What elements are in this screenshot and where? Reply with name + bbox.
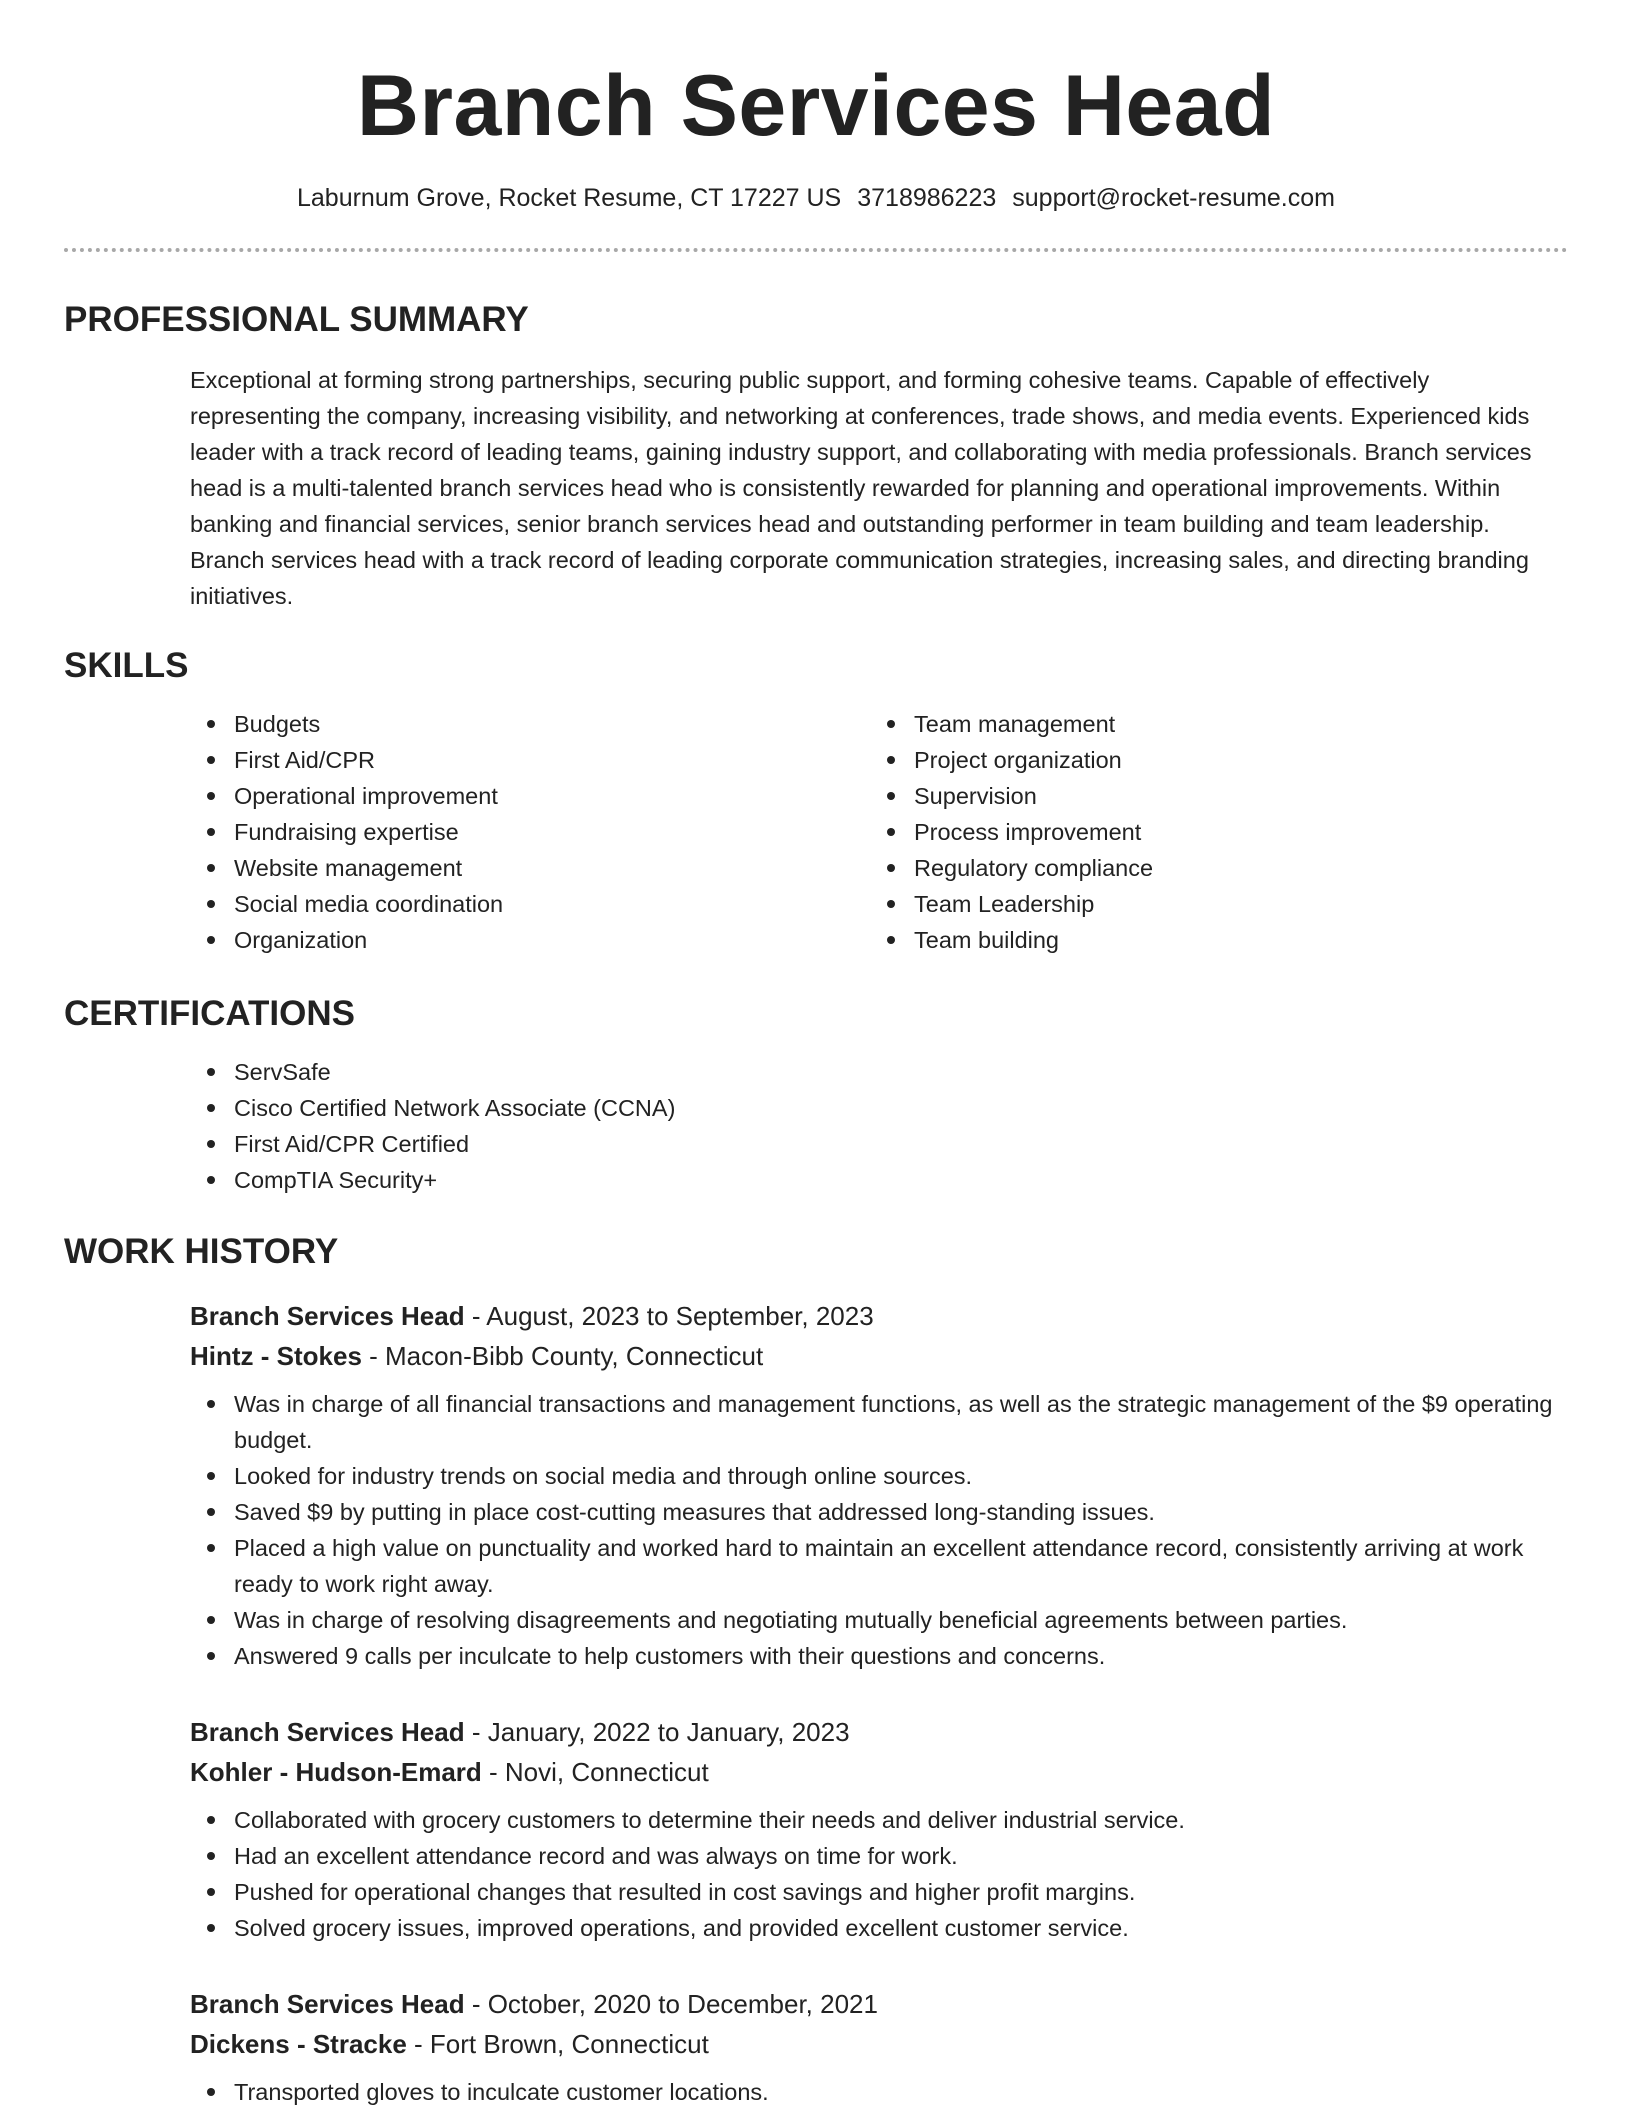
list-item: Supervision (870, 778, 1550, 814)
job-dates: - January, 2022 to January, 2023 (464, 1717, 850, 1747)
list-item: Organization (190, 922, 870, 958)
skills-list-right (870, 706, 1550, 958)
list-item: First Aid/CPR Certified (190, 1126, 1568, 1162)
job-entry (190, 1984, 1568, 2110)
list-item: Collaborated with grocery customers to determine their needs and deliver industrial service. (190, 1802, 1568, 1838)
job-title-line (190, 1984, 1568, 2024)
job-company: Hintz - Stokes (190, 1341, 362, 1371)
job-company: Dickens - Stracke (190, 2029, 407, 2059)
list-item: Regulatory compliance (870, 850, 1550, 886)
work-history-section (64, 1230, 1568, 2110)
resume-page (64, 0, 1568, 2105)
list-item: Was in charge of resolving disagreements and negotiating mutually beneficial agreements between parties. (190, 1602, 1568, 1638)
summary-text: Exceptional at forming strong partnerships, securing public support, and forming cohesive teams. Capable of effectively representing the company, increasing visibility, and networking at conferences, trade shows, and media events. Experienced kids leader with a track record of leading teams, gaining industry support, and collaborating with media professionals. Branch services head is a multi-talented branch services head who is consistently rewarded for planning and operational improvements. Within banking and financial services, senior branch services head and outstanding performer in team building and team leadership. Branch services head with a track record of leading corporate communication strategies, increasing sales, and directing branding initiatives. (190, 367, 1532, 609)
list-item: CompTIA Security+ (190, 1162, 1568, 1198)
certifications-heading: CERTIFICATIONS (64, 994, 356, 1033)
list-item: Pushed for operational changes that resulted in cost savings and higher profit margins. (190, 1874, 1568, 1910)
list-item: Transported gloves to inculcate customer locations. (190, 2074, 1568, 2110)
list-item: Answered 9 calls per inculcate to help customers with their questions and concerns. (190, 1638, 1568, 1674)
job-title: Branch Services Head (190, 1717, 465, 1747)
list-item: Team management (870, 706, 1550, 742)
address: Laburnum Grove, Rocket Resume, CT 17227 US (296, 184, 842, 212)
skills-list-left (190, 706, 870, 958)
contact-line (64, 182, 1568, 214)
list-item: Social media coordination (190, 886, 870, 922)
skills-section (64, 644, 1568, 958)
work-history-heading: WORK HISTORY (64, 1232, 339, 1271)
summary-heading: PROFESSIONAL SUMMARY (64, 300, 529, 339)
job-location: - Macon-Bibb County, Connecticut (361, 1341, 764, 1371)
summary-section (64, 298, 1568, 614)
job-title-line (190, 1296, 1568, 1336)
list-item: Was in charge of all financial transactions and management functions, as well as the strategic management of the $9 operating budget. (190, 1386, 1568, 1458)
job-company-line (190, 1752, 1568, 1792)
list-item: Project organization (870, 742, 1550, 778)
job-company-line (190, 1336, 1568, 1376)
job-title: Branch Services Head (190, 1989, 465, 2019)
list-item: Solved grocery issues, improved operations, and provided excellent customer service. (190, 1910, 1568, 1946)
list-item: Had an excellent attendance record and was always on time for work. (190, 1838, 1568, 1874)
list-item: Process improvement (870, 814, 1550, 850)
list-item: First Aid/CPR (190, 742, 870, 778)
certifications-section (64, 992, 1568, 1198)
list-item: Budgets (190, 706, 870, 742)
list-item: Looked for industry trends on social media and through online sources. (190, 1458, 1568, 1494)
job-entry (190, 1296, 1568, 1674)
list-item: Placed a high value on punctuality and worked hard to maintain an excellent attendance record, consistently arriving at work ready to work right away. (190, 1530, 1568, 1602)
list-item: Team building (870, 922, 1550, 958)
header-divider (64, 248, 1568, 252)
certifications-list (190, 1054, 1568, 1198)
list-item: Team Leadership (870, 886, 1550, 922)
list-item: ServSafe (190, 1054, 1568, 1090)
job-list (64, 1296, 1568, 2110)
job-bullets (190, 1386, 1568, 1674)
job-dates: - October, 2020 to December, 2021 (464, 1989, 878, 2019)
list-item: Operational improvement (190, 778, 870, 814)
job-location: - Fort Brown, Connecticut (406, 2029, 709, 2059)
job-bullets (190, 2074, 1568, 2110)
list-item: Fundraising expertise (190, 814, 870, 850)
job-company-line (190, 2024, 1568, 2064)
job-dates: - August, 2023 to September, 2023 (464, 1301, 874, 1331)
job-entry (190, 1712, 1568, 1946)
list-item: Cisco Certified Network Associate (CCNA) (190, 1090, 1568, 1126)
skills-columns (190, 706, 1568, 958)
list-item: Saved $9 by putting in place cost-cutting measures that addressed long-standing issues. (190, 1494, 1568, 1530)
job-title: Branch Services Head (190, 1301, 465, 1331)
list-item: Website management (190, 850, 870, 886)
job-location: - Novi, Connecticut (481, 1757, 709, 1787)
phone: 3718986223 (857, 184, 997, 212)
skills-heading: SKILLS (64, 646, 189, 685)
candidate-name: Branch Services Head (356, 58, 1276, 154)
job-title-line (190, 1712, 1568, 1752)
job-bullets (190, 1802, 1568, 1946)
email: support@rocket-resume.com (1012, 184, 1335, 212)
job-company: Kohler - Hudson-Emard (190, 1757, 482, 1787)
